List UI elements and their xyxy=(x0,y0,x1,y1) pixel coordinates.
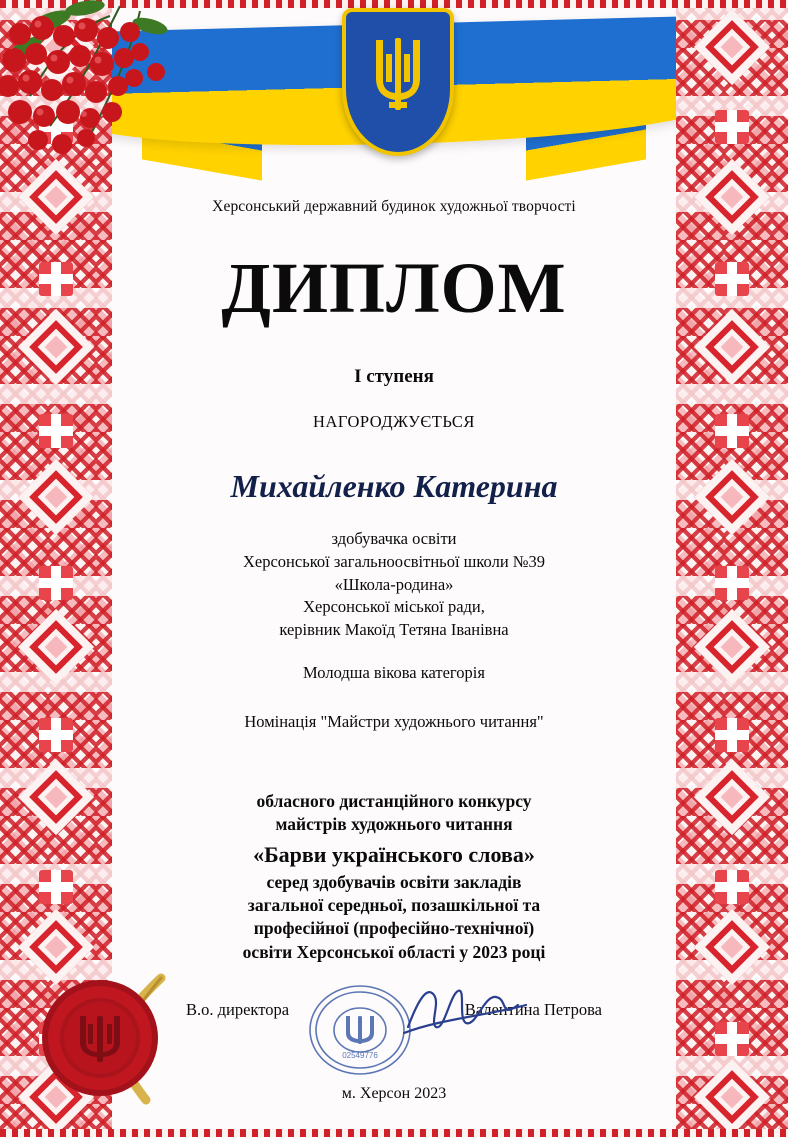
detail-line: Херсонської міської ради, xyxy=(303,597,485,617)
contest-line-5: професійної (професійно-технічної) xyxy=(253,918,535,939)
place-and-date: м. Херсон 2023 xyxy=(341,1085,447,1102)
contest-line-4: загальної середньої, позашкільної та xyxy=(247,895,541,916)
signatory-name: Валентина Петрова xyxy=(464,1000,602,1019)
wax-seal-icon xyxy=(28,960,178,1110)
awarded-label: НАГОРОДЖУЄТЬСЯ xyxy=(313,412,475,431)
age-category: Молодша вікова категорія xyxy=(303,663,485,682)
contest-line-2: майстрів художнього читання xyxy=(275,814,513,835)
svg-text:02549776: 02549776 xyxy=(342,1051,378,1060)
contest-line-6: освіти Херсонської області у 2023 році xyxy=(242,941,546,962)
detail-line: Херсонської загальноосвітньої школи №39 xyxy=(242,551,546,571)
nomination: Номінація "Майстри художнього читання" xyxy=(244,712,544,731)
handwritten-signature xyxy=(400,975,530,1045)
page-title: ДИПЛОМ xyxy=(221,248,567,328)
recipient-name: Михайленко Катерина xyxy=(230,468,558,504)
degree-label: I ступеня xyxy=(354,366,434,387)
detail-line: «Школа-родина» xyxy=(334,574,454,594)
contest-name: «Барви українського слова» xyxy=(253,842,535,868)
signatory-role: В.о. директора xyxy=(186,1000,290,1019)
detail-line: керівник Макоїд Тетяна Іванівна xyxy=(279,620,509,640)
contest-line-1: обласного дистанційного конкурсу xyxy=(256,791,532,811)
issuing-organization: Херсонський державний будинок художньої творчості xyxy=(212,198,576,215)
contest-block xyxy=(112,790,676,964)
recipient-details xyxy=(112,528,676,642)
embroidery-border-right xyxy=(676,0,788,1137)
contest-line-3: серед здобувачів освіти закладів xyxy=(266,872,522,893)
detail-line: здобувачка освіти xyxy=(331,529,457,548)
rowan-berries-decoration xyxy=(0,0,240,206)
